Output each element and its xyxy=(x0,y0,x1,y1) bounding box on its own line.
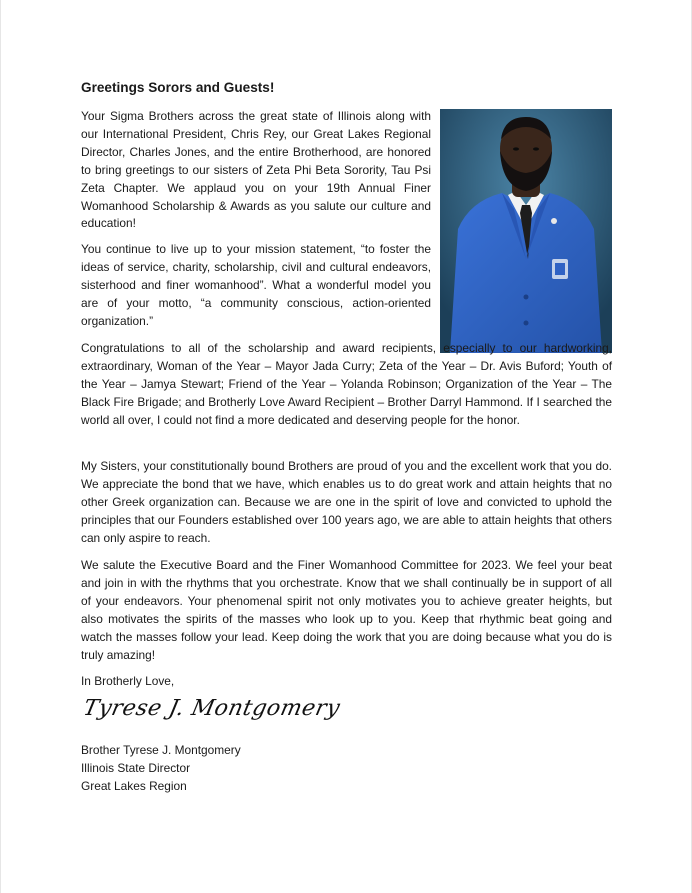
signer-name: Brother Tyrese J. Montgomery xyxy=(81,743,241,757)
paragraph-5: We salute the Executive Board and the Finer Womanhood Committee for 2023. We feel your beat and join in with the rhythms that you orchestrate. Know that we shall continually be in support of all of your endeavors. Your phenomenal spirit not only motivates you to achieve greater heights, but also motivates the spirits of the masses who look up to you. Keep that rhythmic beat going and watch the masses follow your lead. Keep doing the work that you are doing because what you do is truly amazing! xyxy=(81,558,612,662)
greeting-heading: Greetings Sorors and Guests! xyxy=(81,80,275,95)
handwritten-signature: Tyrese J. Montgomery xyxy=(81,696,343,721)
paragraph-2: You continue to live up to your mission statement, “to foster the ideas of service, charity, scholarship, civil and cultural endeavors, sisterhood and finer womanhood”. What a wonderful model you are of your motto, “a community conscious, action-oriented organization.” xyxy=(81,242,431,328)
closing-line: In Brotherly Love, xyxy=(81,674,175,688)
paragraph-1: Your Sigma Brothers across the great state of Illinois along with our International President, Chris Rey, our Great Lakes Regional Director, Charles Jones, and the entire Brotherhood, are honored to bring greetings to our sisters of Zeta Phi Beta Sorority, Tau Psi Zeta Chapter. We applaud you on your 19th Annual Finer Womanhood Scholarship & Awards as you salute our culture and education! xyxy=(81,109,431,231)
signature-block xyxy=(81,741,241,795)
portrait-illustration xyxy=(440,109,612,353)
paragraph-3: Congratulations to all of the scholarship and award recipients, especially to our hardworking, extraordinary, Woman of the Year – Mayor Jada Curry; Zeta of the Year – Dr. Avis Buford; Youth of the Year – Jamya Stewart; Friend of the Year – Yolanda Robinson; Organization of the Year – The Black Fire Brigade; and Brotherly Love Award Recipient – Brother Darryl Hammond. If I searched the world all over, I could not find a more dedicated and deserving people for the honor. xyxy=(81,341,612,427)
paragraph-4: My Sisters, your constitutionally bound Brothers are proud of you and the excellent work that you do. We appreciate the bond that we have, which enables us to do great work and attain heights that no other Greek organization can. Because we are one in the spirit of love and convicted to uphold the principles that our Founders established over 100 years ago, we are able to attain heights that others can only aspire to reach. xyxy=(81,459,612,545)
signer-region: Great Lakes Region xyxy=(81,779,187,793)
portrait-photo xyxy=(440,109,612,353)
signer-title: Illinois State Director xyxy=(81,761,191,775)
